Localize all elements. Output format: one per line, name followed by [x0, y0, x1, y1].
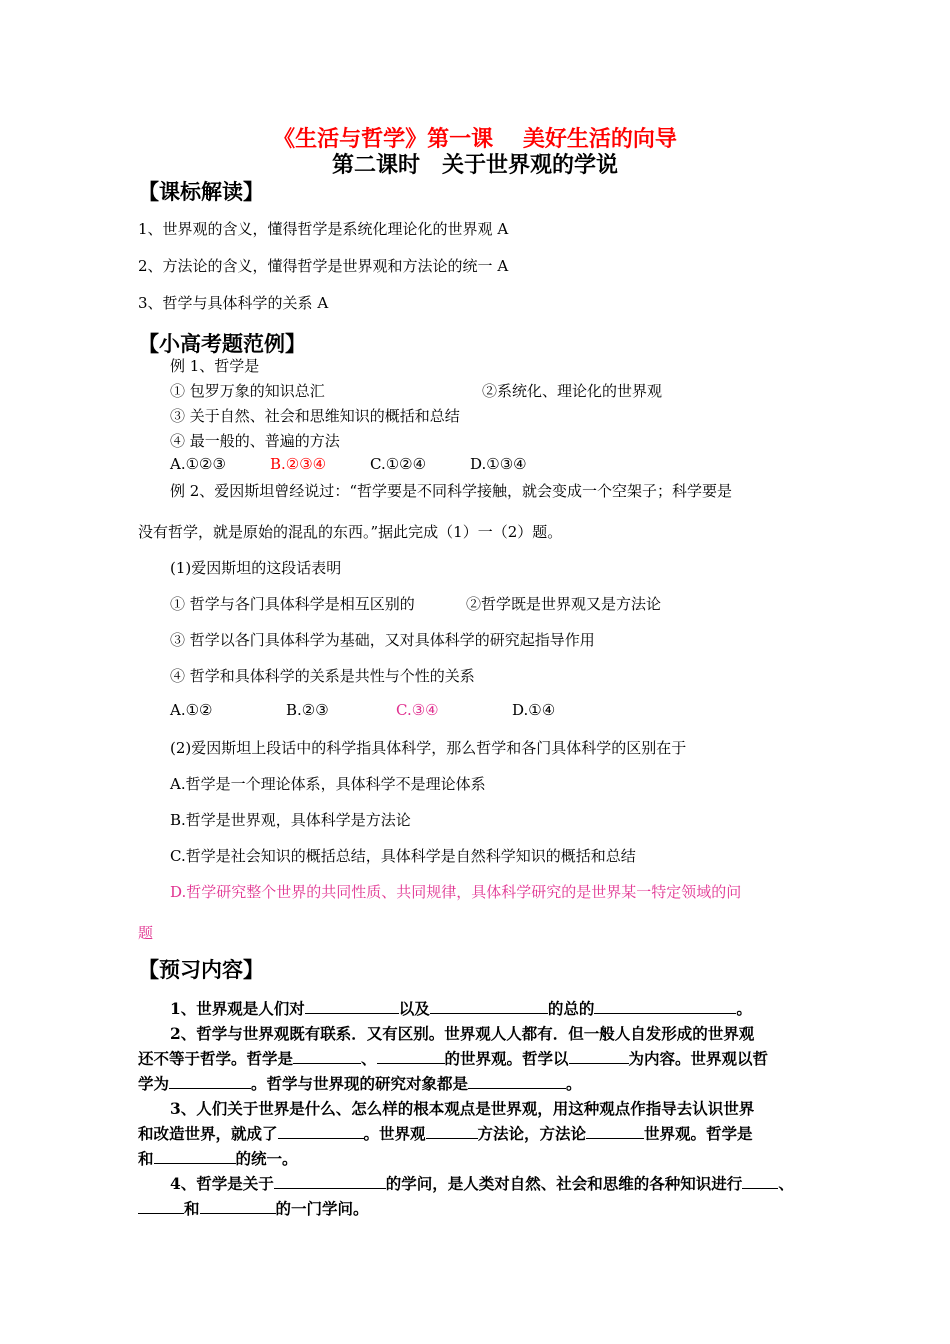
text: 以及	[398, 999, 430, 1018]
text: 4、哲学是关于	[170, 1174, 274, 1193]
example2-q2-choice-a: A.哲学是一个理论体系，具体科学不是理论体系	[170, 775, 486, 793]
preview-item-3-line1: 3、人们关于世界是什么、怎么样的根本观点是世界观，用这种观点作指导去认识世界	[170, 1099, 755, 1118]
preview-item-3-line3	[138, 1147, 298, 1169]
text: 为内容。世界观以哲	[628, 1049, 769, 1068]
example1-choice-b-answer: B.②③④	[270, 455, 327, 473]
text: 的一门学问。	[275, 1199, 369, 1218]
fill-blank[interactable]	[138, 1199, 184, 1214]
example1-option-1: ① 包罗万象的知识总汇	[170, 382, 325, 400]
fill-blank[interactable]	[278, 1124, 364, 1139]
text: 。	[736, 999, 752, 1018]
text: 。世界观	[363, 1124, 426, 1143]
preview-item-2-line3	[138, 1072, 582, 1094]
preview-item-2-line1: 2、哲学与世界观既有联系．又有区别。世界观人人都有．但一般人自发形成的世界观	[170, 1024, 755, 1043]
example2-q1-choice-c-answer: C.③④	[396, 701, 439, 719]
example2-q1-option-1: ① 哲学与各门具体科学是相互区别的	[170, 595, 415, 613]
example1-option-3: ③ 关于自然、社会和思维知识的概括和总结	[170, 407, 460, 425]
fill-blank[interactable]	[569, 1049, 629, 1064]
example2-q2: (2)爱因斯坦上段话中的科学指具体科学，那么哲学和各门具体科学的区别在于	[170, 739, 687, 757]
fill-blank[interactable]	[274, 1174, 386, 1189]
text: 的统一。	[235, 1149, 298, 1168]
text: 。	[566, 1074, 582, 1093]
fill-blank[interactable]	[305, 999, 399, 1014]
fill-blank[interactable]	[586, 1124, 644, 1139]
text: 、	[361, 1049, 377, 1068]
fill-blank[interactable]	[377, 1049, 445, 1064]
text: 还不等于哲学。哲学是	[138, 1049, 294, 1068]
preview-item-4-line2	[138, 1197, 369, 1219]
text: 1、世界观是人们对	[170, 999, 305, 1018]
example1-stem: 例 1、哲学是	[170, 357, 260, 375]
example1-choice-c: C.①②④	[370, 455, 427, 473]
text: 方法论，方法论	[477, 1124, 587, 1143]
fill-blank[interactable]	[200, 1199, 276, 1214]
preview-item-2-line2	[138, 1047, 768, 1069]
example2-q1: (1)爱因斯坦的这段话表明	[170, 559, 342, 577]
standard-item-1: 1、世界观的含义，懂得哲学是系统化理论化的世界观 A	[138, 220, 509, 238]
example1-option-4: ④ 最一般的、普遍的方法	[170, 432, 340, 450]
example2-q2-choice-d-answer: D.哲学研究整个世界的共同性质、共同规律，具体科学研究的是世界某一特定领域的问	[170, 883, 742, 901]
example2-stem-line1: 例 2、爱因斯坦曾经说过：“哲学要是不同科学接触，就会变成一个空架子；科学要是	[170, 482, 732, 500]
section-heading-preview: 【预习内容】	[138, 957, 264, 982]
fill-blank[interactable]	[154, 1149, 236, 1164]
text: 、	[778, 1174, 794, 1193]
text: 的世界观。哲学以	[444, 1049, 569, 1068]
section-heading-standards: 【课标解读】	[138, 179, 264, 204]
example2-q1-choice-b: B.②③	[286, 701, 329, 719]
text: 学为	[138, 1074, 170, 1093]
fill-blank[interactable]	[426, 1124, 478, 1139]
example2-q1-option-4: ④ 哲学和具体科学的关系是共性与个性的关系	[170, 667, 475, 685]
document-title: 《生活与哲学》第一课 美好生活的向导	[273, 126, 677, 152]
example1-option-2: ②系统化、理论化的世界观	[482, 382, 663, 400]
fill-blank[interactable]	[169, 1074, 251, 1089]
text: 的学问，是人类对自然、社会和思维的各种知识进行	[385, 1174, 743, 1193]
example1-choice-d: D.①③④	[470, 455, 527, 473]
example2-q1-option-3: ③ 哲学以各门具体科学为基础，又对具体科学的研究起指导作用	[170, 631, 595, 649]
example2-stem-line2: 没有哲学，就是原始的混乱的东西。”据此完成（1）一（2）题。	[138, 523, 563, 541]
text: 。哲学与世界现的研究对象都是	[251, 1074, 469, 1093]
preview-item-3-line2	[138, 1122, 753, 1144]
standard-item-2: 2、方法论的含义，懂得哲学是世界观和方法论的统一 A	[138, 257, 509, 275]
fill-blank[interactable]	[742, 1174, 778, 1189]
preview-item-1	[170, 997, 752, 1019]
document-subtitle: 第二课时 关于世界观的学说	[331, 152, 618, 178]
text: 和	[184, 1199, 200, 1218]
example2-q2-choice-c: C.哲学是社会知识的概括总结，具体科学是自然科学知识的概括和总结	[170, 847, 636, 865]
text: 和	[138, 1149, 154, 1168]
fill-blank[interactable]	[293, 1049, 361, 1064]
section-heading-examples: 【小高考题范例】	[138, 331, 306, 356]
fill-blank[interactable]	[468, 1074, 566, 1089]
text: 和改造世界，就成了	[138, 1124, 278, 1143]
example2-q1-option-2: ②哲学既是世界观又是方法论	[466, 595, 662, 613]
example1-choice-a: A.①②③	[170, 455, 226, 473]
fill-blank[interactable]	[430, 999, 548, 1014]
text: 的总的	[547, 999, 595, 1018]
fill-blank[interactable]	[594, 999, 736, 1014]
standard-item-3: 3、哲学与具体科学的关系 A	[138, 294, 329, 312]
example2-q1-choice-a: A.①②	[170, 701, 213, 719]
text: 世界观。哲学是	[644, 1124, 753, 1143]
example2-q2-choice-d-answer-cont: 题	[138, 924, 154, 942]
example2-q2-choice-b: B.哲学是世界观，具体科学是方法论	[170, 811, 411, 829]
example2-q1-choice-d: D.①④	[512, 701, 556, 719]
preview-item-4-line1	[170, 1172, 794, 1194]
